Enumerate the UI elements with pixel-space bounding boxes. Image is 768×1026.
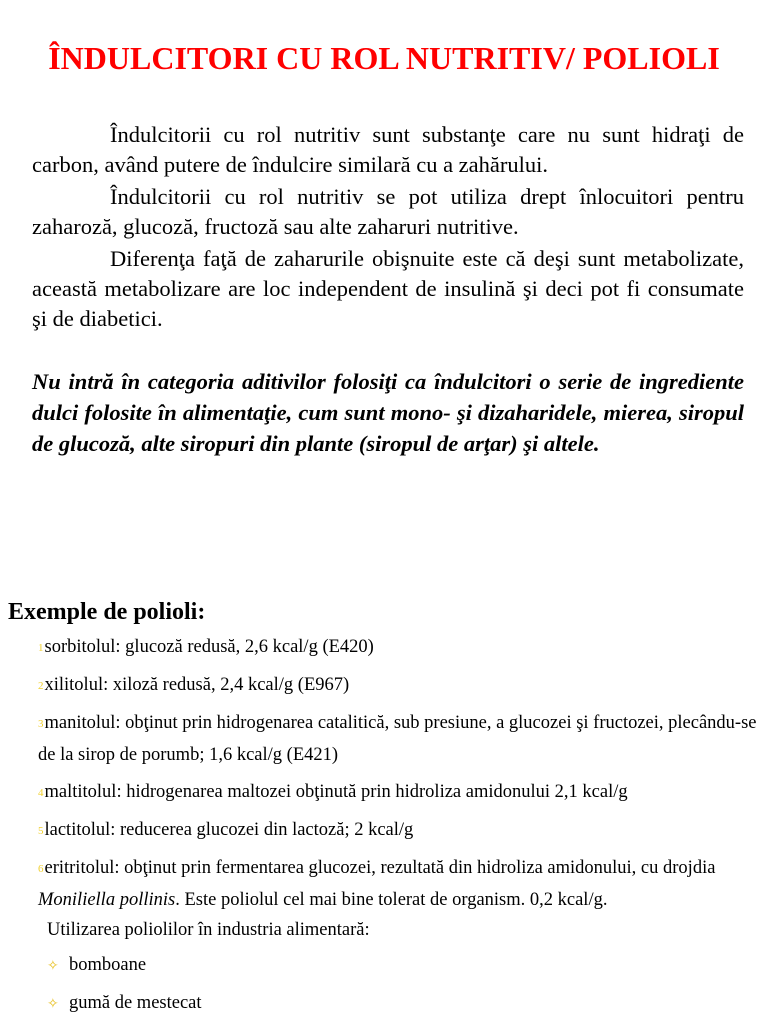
list-item-text: sorbitolul: glucoză redusă, 2,6 kcal/g (E420): [44, 637, 374, 657]
list-item-text: bomboane: [69, 955, 147, 975]
list-item: [47, 950, 202, 982]
list-number: 1: [38, 642, 44, 654]
four-point-star-bullet-icon: ✧: [47, 959, 59, 974]
list-item: [38, 632, 762, 664]
list-item: [38, 670, 762, 702]
list-item: [38, 815, 762, 847]
page-title: ÎNDULCITORI CU ROL NUTRITIV/ POLIOLI: [48, 40, 720, 76]
list-item-text: gumă de mestecat: [69, 993, 202, 1013]
intro-paragraph-3-text: Diferenţa faţă de zaharurile obişnuite este că deşi sunt metabolizate, această metabolizare are loc independent de insulină şi deci pot fi consumate şi de diabetici.: [32, 246, 744, 331]
intro-paragraph-2: [32, 182, 744, 242]
polyol-list: [38, 632, 762, 922]
list-number: 5: [38, 825, 44, 837]
list-item-text: maltitolul: hidrogenarea maltozei obţinută prin hidroliza amidonului 2,1 kcal/g: [44, 782, 628, 802]
list-item-text: manitolul: obţinut prin hidrogenarea catalitică, sub presiune, a glucozei şi fructozei, plecându-se de la sirop de porumb; 1,6 kcal/g (E421): [38, 713, 757, 765]
list-number: 2: [38, 680, 44, 692]
list-item: [47, 988, 202, 1020]
list-item-text: lactitolul: reducerea glucozei din lactoză; 2 kcal/g: [44, 820, 414, 840]
list-item-text-tail: . Este poliolul cel mai bine tolerat de organism. 0,2 kcal/g.: [175, 890, 608, 910]
list-number: 3: [38, 718, 44, 730]
intro-paragraph-1-text: Îndulcitorii cu rol nutritiv sunt substanţe care nu sunt hidraţi de carbon, având putere de îndulcire similară cu a zahărului.: [32, 122, 744, 177]
list-number: 6: [38, 863, 44, 875]
usage-heading: Utilizarea poliolilor în industria alimentară:: [47, 920, 370, 940]
examples-heading: Exemple de polioli:: [8, 599, 206, 625]
usage-list: [47, 950, 202, 1026]
list-item-text: eritritolul: obţinut prin fermentarea glucozei, rezultată din hidroliza amidonului, cu drojdia: [44, 858, 716, 878]
list-item: [38, 777, 762, 809]
species-name: Moniliella pollinis: [38, 890, 176, 910]
list-item-text: xilitolul: xiloză redusă, 2,4 kcal/g (E967): [44, 675, 350, 695]
intro-paragraph-2-text: Îndulcitorii cu rol nutritiv se pot utiliza drept înlocuitori pentru zaharoză, glucoză, fructoză sau alte zaharuri nutritive.: [32, 184, 744, 239]
intro-paragraph-3: [32, 244, 744, 334]
list-number: 4: [38, 787, 44, 799]
intro-paragraph-1: [32, 120, 744, 180]
list-item: [38, 853, 762, 916]
list-item: [38, 708, 762, 771]
note-paragraph: Nu intră în categoria aditivilor folosiţi ca îndulcitori o serie de ingrediente dulci folosite în alimentaţie, cum sunt mono- şi dizaharidele, mierea, siropul de glucoză, alte siropuri din plante (siropul de arţar) şi altele.: [32, 369, 744, 456]
four-point-star-bullet-icon: ✧: [47, 997, 59, 1012]
